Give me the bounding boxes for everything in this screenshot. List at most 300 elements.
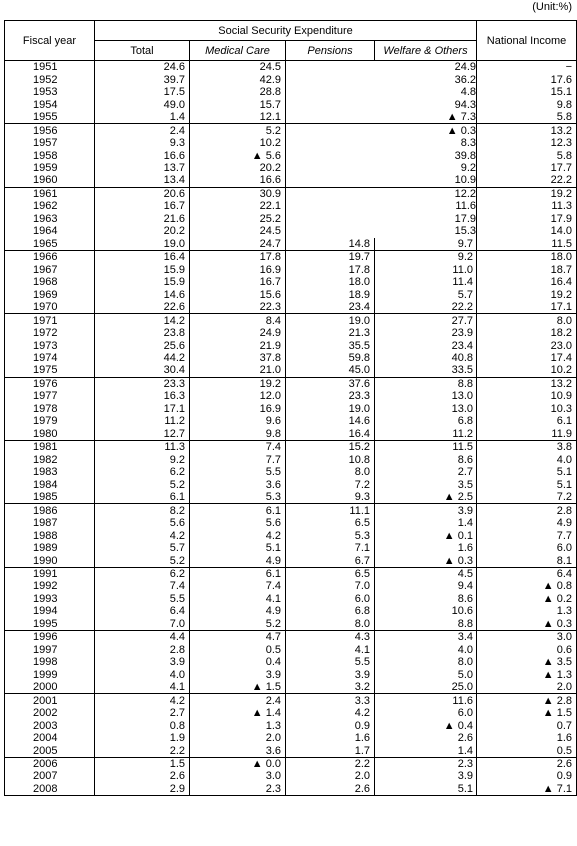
pensions-cell	[286, 86, 477, 98]
fiscal-year-cell: 1980	[5, 428, 95, 441]
medical-care-cell: 16.9	[190, 264, 286, 276]
fiscal-year-cell: 1964	[5, 225, 95, 237]
fiscal-year-cell: 1995	[5, 618, 95, 631]
pensions-cell: 5.5	[286, 656, 375, 668]
medical-care-cell: 5.3	[190, 491, 286, 504]
table-row	[5, 149, 577, 161]
medical-care-cell: 12.0	[190, 390, 286, 402]
total-cell: 23.8	[95, 327, 190, 339]
national-income-cell: 15.1	[477, 86, 577, 98]
table-row	[5, 377, 577, 390]
table-row	[5, 770, 577, 782]
total-cell: 5.7	[95, 542, 190, 554]
national-income-cell: ▲ 7.1	[477, 783, 577, 796]
welfare-cell: 1.4	[375, 744, 477, 757]
national-income-cell: 4.0	[477, 454, 577, 466]
total-cell: 25.6	[95, 339, 190, 351]
pensions-cell: 9.3	[286, 491, 375, 504]
table-row	[5, 415, 577, 427]
welfare-cell: 3.5	[375, 478, 477, 490]
welfare-cell: 9.7	[375, 238, 477, 251]
national-income-cell: 19.2	[477, 288, 577, 300]
national-income-cell: 17.7	[477, 162, 577, 174]
fiscal-year-cell: 1986	[5, 504, 95, 517]
welfare-cell: 5.1	[375, 783, 477, 796]
pensions-cell: 35.5	[286, 339, 375, 351]
national-income-cell: 8.1	[477, 554, 577, 567]
medical-care-cell: 3.6	[190, 478, 286, 490]
welfare-cell: 8.6	[375, 593, 477, 605]
medical-care-cell: 4.9	[190, 605, 286, 617]
fiscal-year-cell: 1968	[5, 276, 95, 288]
national-income-cell: 5.1	[477, 478, 577, 490]
pensions-cell: 1.7	[286, 744, 375, 757]
pensions-cell: 19.7	[286, 251, 375, 264]
medical-care-cell: 6.1	[190, 504, 286, 517]
national-income-cell: 7.7	[477, 529, 577, 541]
welfare-cell: 6.8	[375, 415, 477, 427]
pensions-cell	[286, 73, 477, 85]
pensions-cell: 4.3	[286, 631, 375, 644]
national-income-cell: 11.5	[477, 238, 577, 251]
fiscal-year-cell: 1954	[5, 98, 95, 110]
table-row	[5, 478, 577, 490]
welfare-cell: 40.8	[375, 352, 477, 364]
pensions-cell: 23.4	[286, 301, 375, 314]
national-income-cell: 3.8	[477, 441, 577, 454]
medical-care-cell: 25.2	[190, 213, 286, 225]
fiscal-year-cell: 1974	[5, 352, 95, 364]
header-welfare: Welfare & Others	[375, 41, 477, 61]
pensions-value: 9.2	[460, 161, 477, 174]
table-row	[5, 593, 577, 605]
medical-care-cell: 7.4	[190, 580, 286, 592]
fiscal-year-cell: 1963	[5, 213, 95, 225]
welfare-cell: 10.6	[375, 605, 477, 617]
medical-care-cell: 6.1	[190, 567, 286, 580]
fiscal-year-cell: 2007	[5, 770, 95, 782]
table-row	[5, 644, 577, 656]
table-row	[5, 744, 577, 757]
national-income-cell: 19.2	[477, 187, 577, 200]
total-cell: 7.4	[95, 580, 190, 592]
pensions-cell: 23.3	[286, 390, 375, 402]
total-cell: 49.0	[95, 98, 190, 110]
fiscal-year-cell: 2002	[5, 707, 95, 719]
national-income-cell: 5.8	[477, 111, 577, 124]
pensions-cell: 45.0	[286, 364, 375, 377]
medical-care-cell: 12.1	[190, 111, 286, 124]
medical-care-cell: 5.5	[190, 466, 286, 478]
national-income-cell: 17.4	[477, 352, 577, 364]
total-cell: 39.7	[95, 73, 190, 85]
pensions-cell: 2.2	[286, 757, 375, 770]
total-cell: 7.0	[95, 618, 190, 631]
national-income-cell: 2.6	[477, 757, 577, 770]
fiscal-year-cell: 2006	[5, 757, 95, 770]
total-cell: 16.7	[95, 200, 190, 212]
welfare-cell: 3.4	[375, 631, 477, 644]
fiscal-year-cell: 1955	[5, 111, 95, 124]
welfare-cell: 11.4	[375, 276, 477, 288]
national-income-cell: 22.2	[477, 174, 577, 187]
pensions-cell: 37.6	[286, 377, 375, 390]
table-row	[5, 707, 577, 719]
fiscal-year-cell: 1971	[5, 314, 95, 327]
fiscal-year-cell: 1952	[5, 73, 95, 85]
national-income-cell: ▲ 0.8	[477, 580, 577, 592]
pensions-cell	[286, 200, 477, 212]
welfare-cell: 4.5	[375, 567, 477, 580]
table-row	[5, 783, 577, 796]
total-cell: 23.3	[95, 377, 190, 390]
medical-care-cell: 16.6	[190, 174, 286, 187]
table-body	[5, 61, 577, 796]
national-income-cell: 12.3	[477, 137, 577, 149]
total-cell: 13.7	[95, 162, 190, 174]
pensions-cell: 6.7	[286, 554, 375, 567]
header-pensions: Pensions	[286, 41, 375, 61]
fiscal-year-cell: 1987	[5, 517, 95, 529]
welfare-cell: 23.4	[375, 339, 477, 351]
national-income-cell: ▲ 3.5	[477, 656, 577, 668]
welfare-cell: 11.5	[375, 441, 477, 454]
national-income-cell: 2.8	[477, 504, 577, 517]
table-row	[5, 327, 577, 339]
national-income-cell: 18.2	[477, 327, 577, 339]
medical-care-cell: 20.2	[190, 162, 286, 174]
medical-care-cell: 5.2	[190, 124, 286, 137]
pensions-cell: 7.0	[286, 580, 375, 592]
welfare-cell: 8.0	[375, 656, 477, 668]
total-cell: 16.6	[95, 149, 190, 161]
medical-care-cell: 4.1	[190, 593, 286, 605]
table-row	[5, 264, 577, 276]
fiscal-year-cell: 1989	[5, 542, 95, 554]
national-income-cell: 5.8	[477, 149, 577, 161]
national-income-cell: ▲ 0.3	[477, 618, 577, 631]
total-cell: 12.7	[95, 428, 190, 441]
national-income-cell: 2.0	[477, 681, 577, 694]
welfare-cell: 11.2	[375, 428, 477, 441]
table-row	[5, 352, 577, 364]
total-cell: 19.0	[95, 238, 190, 251]
national-income-cell: 0.6	[477, 644, 577, 656]
fiscal-year-cell: 1979	[5, 415, 95, 427]
fiscal-year-cell: 1957	[5, 137, 95, 149]
pensions-value: 24.9	[454, 61, 477, 74]
fiscal-year-cell: 1969	[5, 288, 95, 300]
pensions-cell: 16.4	[286, 428, 375, 441]
medical-care-cell: 24.5	[190, 225, 286, 237]
fiscal-year-cell: 1958	[5, 149, 95, 161]
pensions-cell: 6.8	[286, 605, 375, 617]
pensions-cell: 2.0	[286, 770, 375, 782]
total-cell: 4.4	[95, 631, 190, 644]
table-row	[5, 554, 577, 567]
national-income-cell: 11.9	[477, 428, 577, 441]
total-cell: 5.5	[95, 593, 190, 605]
total-cell: 9.2	[95, 454, 190, 466]
total-cell: 20.2	[95, 225, 190, 237]
fiscal-year-cell: 1991	[5, 567, 95, 580]
pensions-cell: 4.1	[286, 644, 375, 656]
pensions-cell: 3.2	[286, 681, 375, 694]
medical-care-cell: 3.0	[190, 770, 286, 782]
pensions-cell: 4.2	[286, 707, 375, 719]
pensions-cell: 2.6	[286, 783, 375, 796]
header-national-income: National Income	[477, 21, 577, 61]
table-row	[5, 213, 577, 225]
welfare-cell: ▲ 0.3	[375, 554, 477, 567]
medical-care-cell: 0.5	[190, 644, 286, 656]
total-cell: 8.2	[95, 504, 190, 517]
medical-care-cell: ▲ 5.6	[190, 149, 286, 161]
medical-care-cell: 24.5	[190, 61, 286, 74]
fiscal-year-cell: 1960	[5, 174, 95, 187]
table-row	[5, 111, 577, 124]
national-income-cell: 13.2	[477, 377, 577, 390]
total-cell: 9.3	[95, 137, 190, 149]
table-row	[5, 124, 577, 137]
total-cell: 2.7	[95, 707, 190, 719]
welfare-cell: 1.6	[375, 542, 477, 554]
fiscal-year-cell: 1975	[5, 364, 95, 377]
welfare-cell: 27.7	[375, 314, 477, 327]
fiscal-year-cell: 2003	[5, 719, 95, 731]
table-row	[5, 631, 577, 644]
pensions-cell: 17.8	[286, 264, 375, 276]
total-cell: 1.5	[95, 757, 190, 770]
medical-care-cell: 16.9	[190, 403, 286, 415]
total-cell: 2.4	[95, 124, 190, 137]
pensions-cell: 7.2	[286, 478, 375, 490]
pensions-cell	[286, 162, 477, 174]
fiscal-year-cell: 1981	[5, 441, 95, 454]
total-cell: 1.4	[95, 111, 190, 124]
welfare-cell: 25.0	[375, 681, 477, 694]
national-income-cell: ▲ 2.8	[477, 694, 577, 707]
pensions-cell	[286, 111, 477, 124]
national-income-cell: 7.2	[477, 491, 577, 504]
pensions-cell: 19.0	[286, 314, 375, 327]
fiscal-year-cell: 1988	[5, 529, 95, 541]
table-row	[5, 681, 577, 694]
table-row	[5, 288, 577, 300]
pensions-cell	[286, 187, 477, 200]
pensions-cell: 19.0	[286, 403, 375, 415]
welfare-cell: 23.9	[375, 327, 477, 339]
total-cell: 2.2	[95, 744, 190, 757]
medical-care-cell: 15.7	[190, 98, 286, 110]
total-cell: 15.9	[95, 264, 190, 276]
fiscal-year-cell: 1997	[5, 644, 95, 656]
welfare-cell: 13.0	[375, 403, 477, 415]
medical-care-cell: 16.7	[190, 276, 286, 288]
total-cell: 15.9	[95, 276, 190, 288]
fiscal-year-cell: 1984	[5, 478, 95, 490]
table-row	[5, 86, 577, 98]
table-row	[5, 491, 577, 504]
table-row	[5, 719, 577, 731]
medical-care-cell: 5.1	[190, 542, 286, 554]
total-cell: 16.3	[95, 390, 190, 402]
welfare-cell: 8.8	[375, 618, 477, 631]
fiscal-year-cell: 1999	[5, 669, 95, 681]
table-row	[5, 580, 577, 592]
fiscal-year-cell: 1977	[5, 390, 95, 402]
pensions-cell: 6.0	[286, 593, 375, 605]
national-income-cell: 18.7	[477, 264, 577, 276]
fiscal-year-cell: 1961	[5, 187, 95, 200]
table-row	[5, 174, 577, 187]
medical-care-cell: 28.8	[190, 86, 286, 98]
pensions-cell: 18.9	[286, 288, 375, 300]
table-row	[5, 390, 577, 402]
medical-care-cell: 5.6	[190, 517, 286, 529]
table-row	[5, 61, 577, 74]
medical-care-cell: 1.3	[190, 719, 286, 731]
table-row	[5, 567, 577, 580]
fiscal-year-cell: 1959	[5, 162, 95, 174]
pensions-cell: 14.8	[286, 238, 375, 251]
medical-care-cell: 9.6	[190, 415, 286, 427]
welfare-cell: 11.0	[375, 264, 477, 276]
national-income-cell: 0.9	[477, 770, 577, 782]
pensions-cell	[286, 149, 477, 161]
national-income-cell: 10.9	[477, 390, 577, 402]
fiscal-year-cell: 1985	[5, 491, 95, 504]
total-cell: 6.2	[95, 567, 190, 580]
medical-care-cell: ▲ 1.4	[190, 707, 286, 719]
national-income-cell: 0.7	[477, 719, 577, 731]
table-row	[5, 656, 577, 668]
table-row	[5, 314, 577, 327]
pensions-value: 17.9	[454, 212, 477, 225]
table-row	[5, 732, 577, 744]
welfare-cell: 2.3	[375, 757, 477, 770]
pensions-cell	[286, 61, 477, 74]
medical-care-cell: 19.2	[190, 377, 286, 390]
total-cell: 4.2	[95, 529, 190, 541]
national-income-cell: ▲ 1.5	[477, 707, 577, 719]
welfare-cell: 5.7	[375, 288, 477, 300]
fiscal-year-cell: 1956	[5, 124, 95, 137]
pensions-cell: 21.3	[286, 327, 375, 339]
total-cell: 24.6	[95, 61, 190, 74]
total-cell: 11.2	[95, 415, 190, 427]
medical-care-cell: 0.4	[190, 656, 286, 668]
medical-care-cell: 3.9	[190, 669, 286, 681]
medical-care-cell: 42.9	[190, 73, 286, 85]
pensions-cell: 5.3	[286, 529, 375, 541]
medical-care-cell: 2.3	[190, 783, 286, 796]
national-income-cell: 18.0	[477, 251, 577, 264]
pensions-value: ▲ 0.3	[446, 124, 477, 137]
pensions-value: 11.6	[455, 200, 477, 213]
pensions-value: 15.3	[454, 225, 477, 238]
medical-care-cell: 4.7	[190, 631, 286, 644]
national-income-cell: 10.2	[477, 364, 577, 377]
pensions-cell: 14.6	[286, 415, 375, 427]
national-income-cell: 9.8	[477, 98, 577, 110]
medical-care-cell: 3.6	[190, 744, 286, 757]
fiscal-year-cell: 1998	[5, 656, 95, 668]
fiscal-year-cell: 1973	[5, 339, 95, 351]
welfare-cell: ▲ 2.5	[375, 491, 477, 504]
table-row	[5, 403, 577, 415]
national-income-cell: 1.6	[477, 732, 577, 744]
medical-care-cell: 2.0	[190, 732, 286, 744]
pensions-value: 12.2	[454, 187, 477, 200]
total-cell: 14.2	[95, 314, 190, 327]
national-income-cell: 13.2	[477, 124, 577, 137]
welfare-cell: 3.9	[375, 770, 477, 782]
medical-care-cell: 37.8	[190, 352, 286, 364]
total-cell: 11.3	[95, 441, 190, 454]
national-income-cell: 14.0	[477, 225, 577, 237]
pensions-cell	[286, 124, 477, 137]
national-income-cell: ▲ 1.3	[477, 669, 577, 681]
national-income-cell: 3.0	[477, 631, 577, 644]
pensions-cell: 10.8	[286, 454, 375, 466]
social-security-table	[4, 20, 577, 796]
medical-care-cell: ▲ 0.0	[190, 757, 286, 770]
total-cell: 16.4	[95, 251, 190, 264]
fiscal-year-cell: 1996	[5, 631, 95, 644]
fiscal-year-cell: 2008	[5, 783, 95, 796]
pensions-cell	[286, 225, 477, 237]
medical-care-cell: 17.8	[190, 251, 286, 264]
table-row	[5, 98, 577, 110]
total-cell: 13.4	[95, 174, 190, 187]
medical-care-cell: 5.2	[190, 618, 286, 631]
pensions-cell	[286, 174, 477, 187]
medical-care-cell: 2.4	[190, 694, 286, 707]
national-income-cell: 6.0	[477, 542, 577, 554]
welfare-cell: 3.9	[375, 504, 477, 517]
fiscal-year-cell: 2000	[5, 681, 95, 694]
total-cell: 3.9	[95, 656, 190, 668]
national-income-cell: 6.4	[477, 567, 577, 580]
welfare-cell: 2.6	[375, 732, 477, 744]
pensions-value: 94.3	[454, 98, 477, 111]
pensions-cell: 0.9	[286, 719, 375, 731]
table-row	[5, 466, 577, 478]
total-cell: 4.0	[95, 669, 190, 681]
welfare-cell: ▲ 0.1	[375, 529, 477, 541]
table-row	[5, 200, 577, 212]
header-fiscal-year: Fiscal year	[5, 21, 95, 61]
table-row	[5, 757, 577, 770]
national-income-cell: 16.4	[477, 276, 577, 288]
total-cell: 5.2	[95, 554, 190, 567]
welfare-cell: 8.8	[375, 377, 477, 390]
table-row	[5, 251, 577, 264]
total-cell: 1.9	[95, 732, 190, 744]
total-cell: 14.6	[95, 288, 190, 300]
national-income-cell: 23.0	[477, 339, 577, 351]
national-income-cell: 8.0	[477, 314, 577, 327]
pensions-cell	[286, 98, 477, 110]
pensions-cell	[286, 137, 477, 149]
fiscal-year-cell: 2004	[5, 732, 95, 744]
fiscal-year-cell: 1970	[5, 301, 95, 314]
national-income-cell: 6.1	[477, 415, 577, 427]
national-income-cell: 5.1	[477, 466, 577, 478]
total-cell: 21.6	[95, 213, 190, 225]
table-row	[5, 238, 577, 251]
